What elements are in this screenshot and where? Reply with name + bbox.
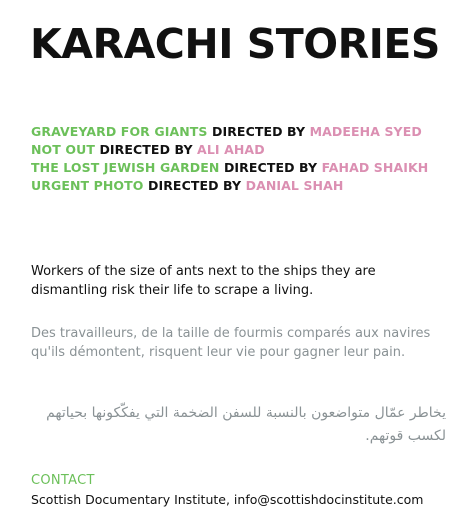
directed-by-label: DIRECTED BY [223,160,318,175]
contact-heading: CONTACT [31,473,95,488]
description-arabic: يخاطر عمّال متواضعون بالنسبة للسفن الضخمة التي يفكّكونها بحياتهم لكسب قوتهم. [46,405,446,444]
film-credit [31,123,428,141]
film-title: THE LOST JEWISH GARDEN [31,160,220,175]
film-title: GRAVEYARD FOR GIANTS [31,124,208,139]
contact-info: Scottish Documentary Institute, info@scottishdocinstitute.com [31,492,424,507]
film-credit [31,141,428,159]
directed-by-label: DIRECTED BY [147,178,242,193]
film-title: NOT OUT [31,142,95,157]
director-name: ALI AHAD [197,142,265,157]
directed-by-label: DIRECTED BY [99,142,193,157]
description-english: Workers of the size of ants next to the ships they are dismantling risk their life to scrape a living. [31,264,376,298]
director-name: FAHAD SHAIKH [321,160,429,175]
film-credit [31,177,428,195]
film-credit [31,159,428,177]
film-title: URGENT PHOTO [31,178,144,193]
directed-by-label: DIRECTED BY [211,124,306,139]
page-title: KARACHI STORIES [30,20,440,68]
film-credits-list [31,123,428,195]
director-name: MADEEHA SYED [309,124,422,139]
description-french: Des travailleurs, de la taille de fourmis comparés aux navires qu'ils démontent, risquent leur vie pour gagner leur pain. [31,326,431,360]
director-name: DANIAL SHAH [245,178,344,193]
